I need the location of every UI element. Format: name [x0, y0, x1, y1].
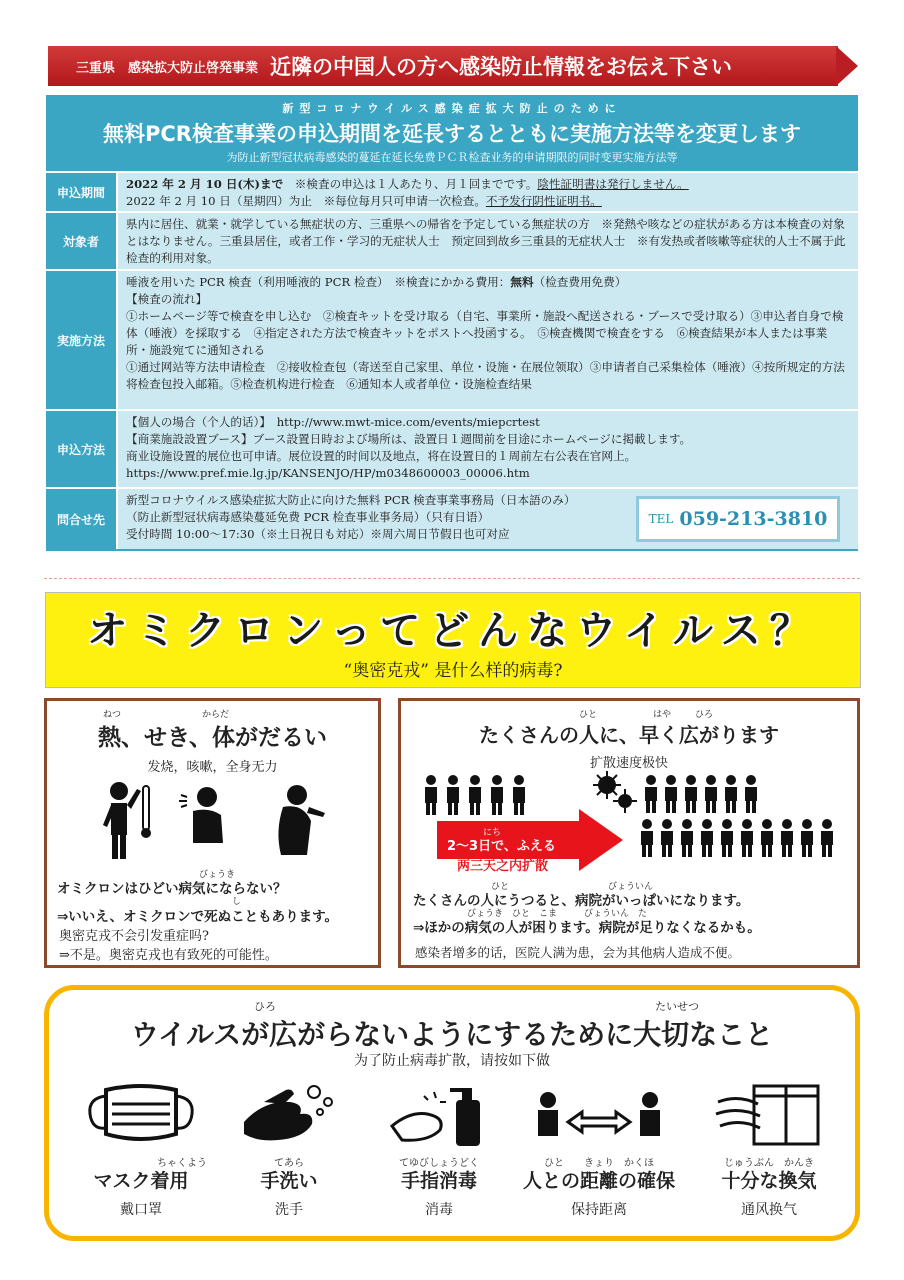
- ruby-fever: ねつ: [103, 710, 122, 720]
- no-certificate-note-zh: 不予发行阴性证明书。: [485, 194, 602, 208]
- row-label: 実施方法: [46, 271, 116, 409]
- item-label-zh: 保持距离: [571, 1202, 627, 1218]
- section-divider: [44, 578, 860, 579]
- ruby-line1: ひと びょういん: [491, 882, 654, 892]
- item-label-zh: 通风换气: [741, 1202, 797, 1218]
- item-mask: [71, 1082, 211, 1219]
- item-label: マスク着用: [93, 1170, 189, 1192]
- contact-office: 新型コロナウイルス感染症拡大防止に向けた無料 PCR 検査事業事務局（日本語のみ）: [126, 493, 576, 507]
- item-kana: ひと きょり かくほ: [544, 1158, 654, 1169]
- item-sanitizer: [369, 1082, 509, 1219]
- mask-icon: [86, 1082, 196, 1148]
- spread-zh: 感染者增多的话，医院人满为患，会为其他病人造成不便。: [415, 945, 741, 960]
- prevention-subtitle: 为了防止病毒扩散，请按如下做: [354, 1053, 550, 1069]
- omicron-banner: [45, 592, 861, 688]
- distance-icon: [534, 1082, 664, 1148]
- omicron-title: オミクロンってどんなウイルス？: [87, 608, 819, 654]
- method-line: 唾液を用いた PCR 検査（利用唾液的 PCR 检查） ※検査にかかる費用：: [126, 275, 511, 289]
- header-ribbon: [48, 46, 858, 86]
- booth-apply-jp: 【商業施設設置ブース】ブース設置日時および場所は、設置日１週間前を目途にホームページに掲載します。: [126, 432, 692, 446]
- ruby-line2: びょうき ひと こま びょういん た: [467, 909, 648, 919]
- item-label: 手洗い: [260, 1170, 318, 1192]
- no-certificate-note: 陰性証明書は発行しません。: [537, 177, 689, 191]
- item-label: 手指消毒: [400, 1170, 477, 1192]
- tel-label: TEL: [648, 511, 674, 526]
- item-label-zh: 消毒: [425, 1202, 453, 1218]
- row-label: 申込期間: [46, 173, 116, 211]
- free-label: 無料: [510, 275, 534, 289]
- contact-hours: 受付時間 10:00～17:30（※土日祝日も対応）※周六周日节假日也可对应: [126, 527, 510, 541]
- ventilation-icon: [714, 1082, 824, 1148]
- row-label: 問合せ先: [46, 489, 116, 549]
- spread-box: [398, 698, 860, 968]
- question-text: オミクロンはひどい病気にならない？: [57, 881, 287, 897]
- row-how-to-apply: [46, 409, 858, 487]
- spread-line1: たくさんの人にうつると、病院がいっぱいになります。: [413, 893, 750, 909]
- ruby-taisetsu: たいせつ: [655, 1000, 699, 1013]
- contact-office-zh: （防止新型冠状病毒感染蔓延免费 PCR 检查事业事务局）（只有日语）: [126, 510, 490, 524]
- ruby-death: し: [232, 897, 242, 907]
- info-header-title: 無料PCR検査事業の申込期間を延長するとともに実施方法等を変更します: [103, 122, 801, 146]
- row-method: [46, 269, 858, 409]
- item-label-zh: 戴口罩: [120, 1202, 162, 1218]
- deadline-text-zh: 2022 年 2 月 10 日（星期四）为止 ※每位每月只可申请一次检查。: [126, 194, 486, 208]
- prevention-title: ウイルスが広がらないようにするために大切なこと: [130, 1018, 774, 1051]
- arrow-text-zh: 两三天之内扩散: [457, 859, 549, 874]
- flow-steps-jp: ①ホームページ等で検査を申し込む ②検査キットを受け取る（自宅、事業所・施設へ配送される・ブースで受け取る）③申込者自身で検体（唾液）を採取する ④指定された方法で検査キットをポストへ投函する。 ⑤検査機関で検査をする ⑥検査結果が本人または事業所・施設宛てに通知される: [126, 309, 844, 357]
- large-crowd-icon: [641, 773, 851, 859]
- ribbon-arrow-tip: [836, 46, 858, 86]
- tel-box[interactable]: [636, 496, 840, 542]
- info-header-chinese: 为防止新型冠状病毒感染的蔓延在延长免费ＰＣＲ检查业务的申请期限的同时变更实施方法等: [226, 151, 678, 164]
- header-subtitle: 三重県 感染拡大防止啓発事業: [76, 60, 259, 76]
- item-label: 人との距離の確保: [522, 1170, 675, 1192]
- row-application-period: [46, 171, 858, 211]
- ruby-people: ひと: [579, 710, 598, 720]
- ruby-hiro: ひろ: [254, 1000, 276, 1013]
- ruby-fast: はや: [653, 710, 672, 720]
- prevention-panel: [44, 985, 860, 1241]
- item-ventilation: [689, 1082, 849, 1219]
- question-zh: 奥密克戎不会引发重症吗?: [59, 929, 209, 944]
- row-eligibility: [46, 211, 858, 269]
- ruby-body: からだ: [202, 710, 230, 720]
- row-contact: [46, 487, 858, 551]
- tel-number[interactable]: 059-213-3810: [679, 507, 828, 530]
- spread-title: たくさんの人に、早く広がります: [479, 723, 779, 747]
- symptoms-subtitle: 发烧，咳嗽，全身无力: [147, 760, 278, 775]
- personal-apply-url[interactable]: 【個人の場合（个人的话）】 http://www.mwt-mice.com/events/miepcrtest: [126, 415, 540, 429]
- spread-line2: ⇒ほかの病気の人が困ります。病院が足りなくなるかも。: [413, 920, 761, 936]
- spread-subtitle: 扩散速度极快: [589, 756, 668, 771]
- flow-steps-zh: ①通过网站等方法申请检查 ②接收检查包（寄送至自己家里、单位・设施・在展位领取）③申请者自己采集检体（唾液）④按所规定的方法将检查包投入邮箱。⑤检查机构进行检查 ⑥通知本人或者单位・设施检查结果: [126, 360, 845, 391]
- ruby-illness: びょうき: [199, 870, 236, 880]
- symptoms-box: [44, 698, 381, 968]
- info-header: [46, 95, 858, 171]
- eligibility-text: 県内に居住、就業・就学している無症状の方、三重県への帰省を予定している無症状の方 ※発熱や咳などの症状がある方は本検査の対象とはなりません。三重县居住，或者工作・学习的无症状人士 预定回到故乡三重县的无症状人士 ※有发热或者咳嗽等症状的人士不属于此检查的利用对象。: [118, 213, 858, 269]
- booth-apply-zh: 商业设施设置的展位也可申请。展位设置的时间以及地点，将在设置日的１周前左右公表在官网上。: [126, 449, 637, 463]
- answer-zh: ⇒不是。奥密克戎也有致死的可能性。: [59, 948, 278, 963]
- item-kana: ちゃくよう: [157, 1158, 207, 1169]
- row-label: 対象者: [46, 213, 116, 269]
- ruby-spread: ひろ: [695, 710, 714, 720]
- sanitizer-icon: [384, 1082, 494, 1148]
- pref-url-link[interactable]: https://www.pref.mie.lg.jp/KANSENJO/HP/m0348600003_00006.htm: [126, 466, 530, 480]
- info-header-line1: 新型コロナウイルス感染症拡大防止のために: [282, 102, 622, 115]
- symptoms-title: 熱、せき、体がだるい: [97, 725, 328, 751]
- arrow-text: 2～3日で、ふえる: [447, 839, 556, 854]
- answer-text: ⇒いいえ、オミクロンで死ぬこともあります。: [57, 909, 339, 925]
- header-title: 近隣の中国人の方へ感染防止情報をお伝え下さい: [270, 55, 733, 79]
- sick-people-icon: [97, 781, 347, 861]
- item-handwash: [219, 1082, 359, 1219]
- omicron-subtitle: “奥密克戎” 是什么样的病毒?: [343, 661, 563, 681]
- item-kana: てあら: [274, 1158, 304, 1169]
- row-label: 申込方法: [46, 411, 116, 487]
- item-label-zh: 洗手: [275, 1202, 303, 1218]
- limit-note: ※検査の申込は１人あたり、月１回までです。: [283, 177, 538, 191]
- item-kana: じゅうぶん かんき: [724, 1158, 814, 1169]
- pcr-info-table: [46, 95, 858, 551]
- item-kana: てゆびしょうどく: [399, 1158, 479, 1169]
- handwash-icon: [234, 1082, 344, 1148]
- free-label-zh: （检查费用免费）: [533, 275, 627, 289]
- ruby-days: にち: [483, 828, 502, 838]
- deadline-text: 2022 年 2 月 10 日(木)まで: [126, 177, 284, 191]
- item-distance: [519, 1082, 679, 1219]
- item-label: 十分な換気: [721, 1170, 817, 1192]
- flow-heading: 【検査の流れ】: [126, 292, 208, 306]
